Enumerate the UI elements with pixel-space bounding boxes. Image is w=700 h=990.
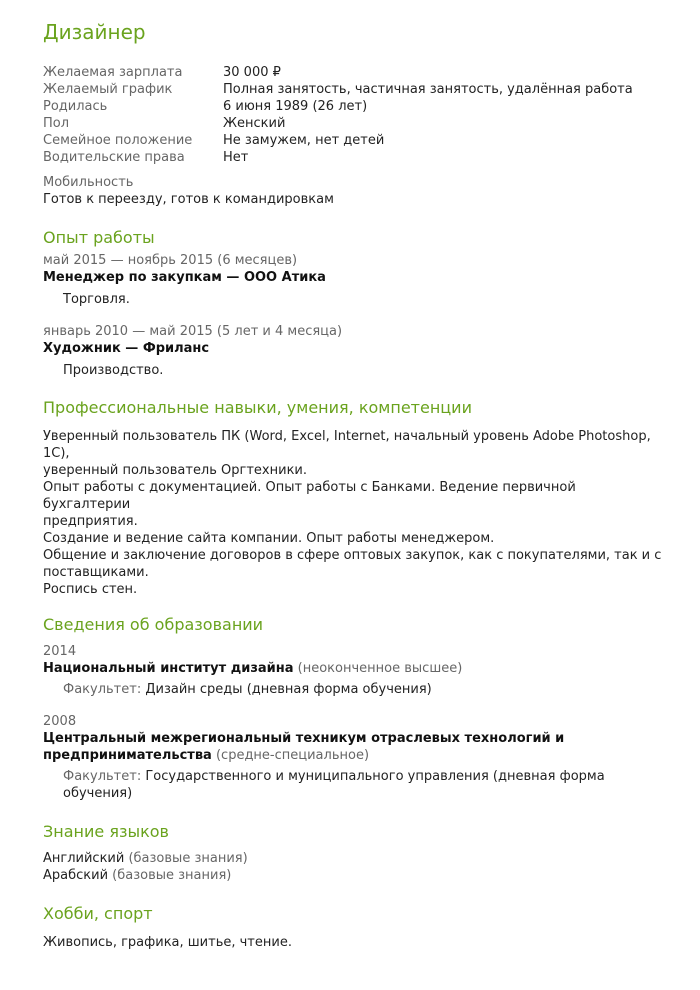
info-label: Водительские права (43, 150, 185, 165)
faculty-label: Факультет: (63, 769, 142, 784)
info-row-schedule (43, 81, 663, 98)
experience-period: январь 2010 — май 2015 (5 лет и 4 месяца) (43, 324, 343, 339)
education-year: 2008 (43, 714, 77, 729)
info-row-gender (43, 115, 663, 132)
info-value: Полная занятость, частичная занятость, удалённая работа (223, 82, 633, 97)
section-title: Знание языков (43, 822, 169, 841)
mobility-block (43, 174, 663, 208)
experience-description: Торговля. (63, 292, 130, 307)
mobility-label: Мобильность (43, 175, 134, 190)
info-label: Семейное положение (43, 133, 193, 148)
experience-item (43, 252, 663, 308)
info-label: Желаемая зарплата (43, 65, 183, 80)
info-label: Пол (43, 116, 70, 131)
resume-title: Дизайнер (43, 20, 146, 44)
info-row-salary (43, 64, 663, 81)
experience-description: Производство. (63, 363, 164, 378)
education-faculty (43, 768, 663, 802)
personal-info (43, 64, 663, 166)
skills-line: поставщиками. (43, 565, 149, 580)
skills-line: предприятия. (43, 514, 138, 529)
info-value: 30 000 ₽ (223, 65, 281, 80)
resume-page (43, 20, 663, 951)
languages-section (43, 822, 663, 884)
experience-section (43, 228, 663, 379)
hobby-text: Живопись, графика, шитье, чтение. (43, 935, 292, 950)
info-value: Нет (223, 150, 249, 165)
language-name: Английский (43, 851, 125, 866)
education-item (43, 643, 663, 698)
info-value: Женский (223, 116, 286, 131)
education-section (43, 615, 663, 802)
experience-item (43, 323, 663, 379)
info-row-license (43, 149, 663, 166)
info-row-birth (43, 98, 663, 115)
language-item (43, 867, 663, 884)
education-level: (неоконченное высшее) (297, 661, 463, 676)
experience-period: май 2015 — ноябрь 2015 (6 месяцев) (43, 253, 298, 268)
skills-line: Создание и ведение сайта компании. Опыт работы менеджером. (43, 531, 495, 546)
education-year: 2014 (43, 644, 77, 659)
faculty-value: Дизайн среды (дневная форма обучения) (145, 682, 432, 697)
info-value: Не замужем, нет детей (223, 133, 385, 148)
info-label: Родилась (43, 99, 108, 114)
section-title: Хобби, спорт (43, 904, 153, 923)
language-item (43, 850, 663, 867)
skills-line: Общение и заключение договоров в сфере оптовых закупок, как с покупателями, так и с (43, 548, 662, 563)
skills-line: уверенный пользователь Оргтехники. (43, 463, 307, 478)
faculty-value: Государственного и муниципального управления (дневная форма обучения) (63, 769, 605, 801)
education-name: Центральный межрегиональный техникум отраслевых технологий и (43, 731, 565, 746)
hobby-section (43, 904, 663, 951)
experience-position: Менеджер по закупкам — ООО Атика (43, 270, 326, 285)
section-title: Профессиональные навыки, умения, компетенции (43, 398, 472, 417)
education-item (43, 713, 663, 802)
info-row-family (43, 132, 663, 149)
skills-section (43, 398, 663, 598)
language-level: (базовые знания) (112, 868, 232, 883)
mobility-value: Готов к переезду, готов к командировкам (43, 192, 334, 207)
education-level: (средне-специальное) (215, 748, 370, 763)
info-value: 6 июня 1989 (26 лет) (223, 99, 368, 114)
faculty-label: Факультет: (63, 682, 142, 697)
section-title: Опыт работы (43, 228, 155, 247)
education-name-cont: предпринимательства (43, 748, 212, 763)
language-name: Арабский (43, 868, 109, 883)
education-name: Национальный институт дизайна (43, 661, 294, 676)
info-label: Желаемый график (43, 82, 173, 97)
section-title: Сведения об образовании (43, 615, 264, 634)
skills-line: Уверенный пользователь ПК (Word, Excel, Internet, начальный уровень Adobe Photoshop, 1С), (43, 429, 651, 461)
experience-position: Художник — Фриланс (43, 341, 210, 356)
skills-line: Роспись стен. (43, 582, 138, 597)
education-faculty (43, 681, 663, 698)
skills-line: Опыт работы с документацией. Опыт работы с Банками. Ведение первичной бухгалтерии (43, 480, 576, 512)
language-level: (базовые знания) (128, 851, 248, 866)
